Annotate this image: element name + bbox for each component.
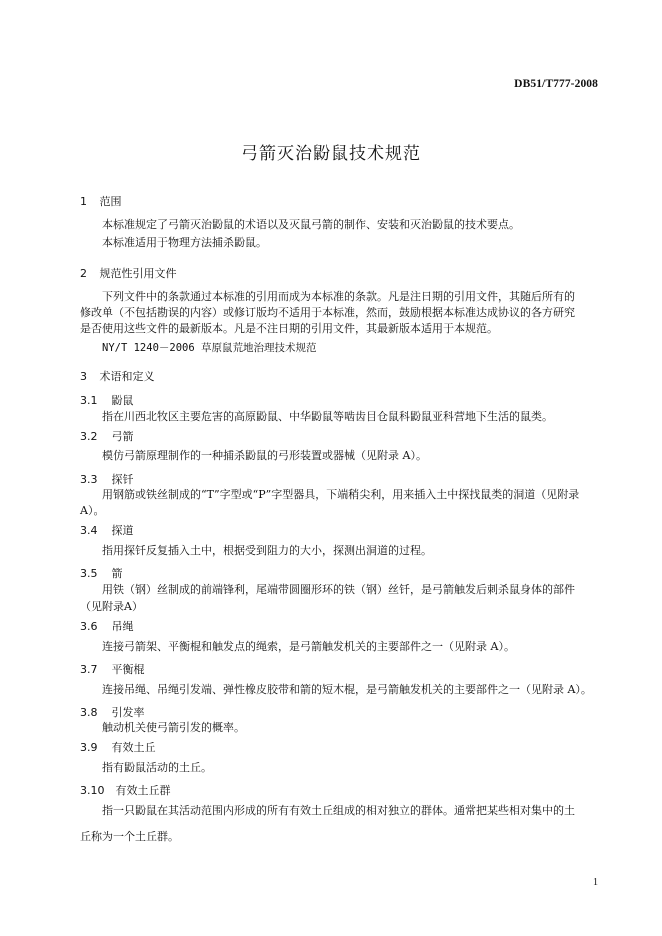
term-title: 探钎 <box>111 473 134 486</box>
paragraph: 本标准适用于物理方法捕杀鼢鼠。 <box>102 236 267 249</box>
term-number: 3.10 <box>80 784 105 797</box>
term-definition: 模仿弓箭原理制作的一种捕杀鼢鼠的弓形装置或器械（见附录 A）。 <box>102 449 427 462</box>
term-title: 探道 <box>111 524 134 537</box>
term-number: 3.1 <box>80 394 98 407</box>
term-definition: 触动机关使弓箭引发的概率。 <box>102 721 245 734</box>
term-number: 3.4 <box>80 524 98 537</box>
section-heading <box>80 265 177 281</box>
term-title: 引发率 <box>111 706 145 719</box>
term-title: 有效土丘群 <box>115 784 171 797</box>
paragraph-line: 修改单（不包括勘误的内容）或修订版均不适用于本标准，然而，鼓励根据本标准达成协议的各方研究 <box>80 306 575 319</box>
term-heading <box>80 782 171 798</box>
term-title: 箭 <box>111 567 123 580</box>
term-number: 3.6 <box>80 620 98 633</box>
section-number: 3 <box>80 370 87 383</box>
term-number: 3.2 <box>80 430 98 443</box>
section-title: 规范性引用文件 <box>99 267 177 280</box>
term-definition: 连接吊绳、吊绳引发端、弹性橡皮胶带和箭的短木棍，是弓箭触发机关的主要部件之一（见附录 A）。 <box>102 683 592 696</box>
term-heading <box>80 428 134 444</box>
term-definition: 指在川西北牧区主要危害的高原鼢鼠、中华鼢鼠等啮齿目仓鼠科鼢鼠亚科营地下生活的鼠类。 <box>102 410 553 423</box>
term-heading <box>80 565 123 581</box>
term-title: 有效土丘 <box>111 741 156 754</box>
term-title: 鼢鼠 <box>111 394 134 407</box>
section-number: 1 <box>80 195 87 208</box>
term-definition-line: A）。 <box>80 504 105 517</box>
section-heading <box>80 368 155 384</box>
term-number: 3.9 <box>80 741 98 754</box>
term-heading <box>80 704 145 720</box>
term-definition-line: （见附录A） <box>80 600 143 613</box>
term-title: 平衡棍 <box>111 663 145 676</box>
page-number: 1 <box>593 877 598 888</box>
term-definition: 指用探钎反复插入土中，根据受到阻力的大小，探测出洞道的过程。 <box>102 544 432 557</box>
term-title: 吊绳 <box>111 620 134 633</box>
section-title: 范围 <box>99 195 122 208</box>
term-number: 3.3 <box>80 473 98 486</box>
section-heading <box>80 193 122 209</box>
term-definition-line: 用铁（钢）丝制成的前端锋利，尾端带圆圈形环的铁（钢）丝钎，是弓箭触发后刺杀鼠身体的部件 <box>102 583 575 596</box>
document-code: DB51/T777-2008 <box>514 78 598 90</box>
term-title: 弓箭 <box>111 430 134 443</box>
paragraph-line: 是否使用这些文件的最新版本。凡是不注日期的引用文件，其最新版本适用于本规范。 <box>80 322 498 335</box>
document-title: 弓箭灭治鼢鼠技术规范 <box>241 144 421 164</box>
normative-reference: NY/T 1240－2006 草原鼠荒地治理技术规范 <box>102 342 317 354</box>
paragraph-line: 下列文件中的条款通过本标准的引用而成为本标准的条款。凡是注日期的引用文件，其随后所有的 <box>102 290 575 303</box>
section-title: 术语和定义 <box>99 370 155 383</box>
term-number: 3.8 <box>80 706 98 719</box>
paragraph: 本标准规定了弓箭灭治鼢鼠的术语以及灭鼠弓箭的制作、安装和灭治鼢鼠的技术要点。 <box>102 218 520 231</box>
term-heading <box>80 522 134 538</box>
term-heading <box>80 618 134 634</box>
term-heading <box>80 661 145 677</box>
section-number: 2 <box>80 267 87 280</box>
term-definition: 指有鼢鼠活动的土丘。 <box>102 761 212 774</box>
term-number: 3.7 <box>80 663 98 676</box>
term-heading <box>80 471 134 487</box>
term-definition-line: 指一只鼢鼠在其活动范围内形成的所有有效土丘组成的相对独立的群体。通常把某些相对集中的土 <box>102 804 575 817</box>
term-definition: 连接弓箭架、平衡棍和触发点的绳索，是弓箭触发机关的主要部件之一（见附录 A）。 <box>102 640 515 653</box>
term-number: 3.5 <box>80 567 98 580</box>
term-heading <box>80 392 134 408</box>
term-heading <box>80 739 156 755</box>
term-definition-line: 用钢筋或铁丝制成的“T”字型或“P”字型器具，下端稍尖利，用来插入土中探找鼠类的洞道（见附录 <box>102 488 580 501</box>
term-definition-line: 丘称为一个土丘群。 <box>80 830 179 843</box>
